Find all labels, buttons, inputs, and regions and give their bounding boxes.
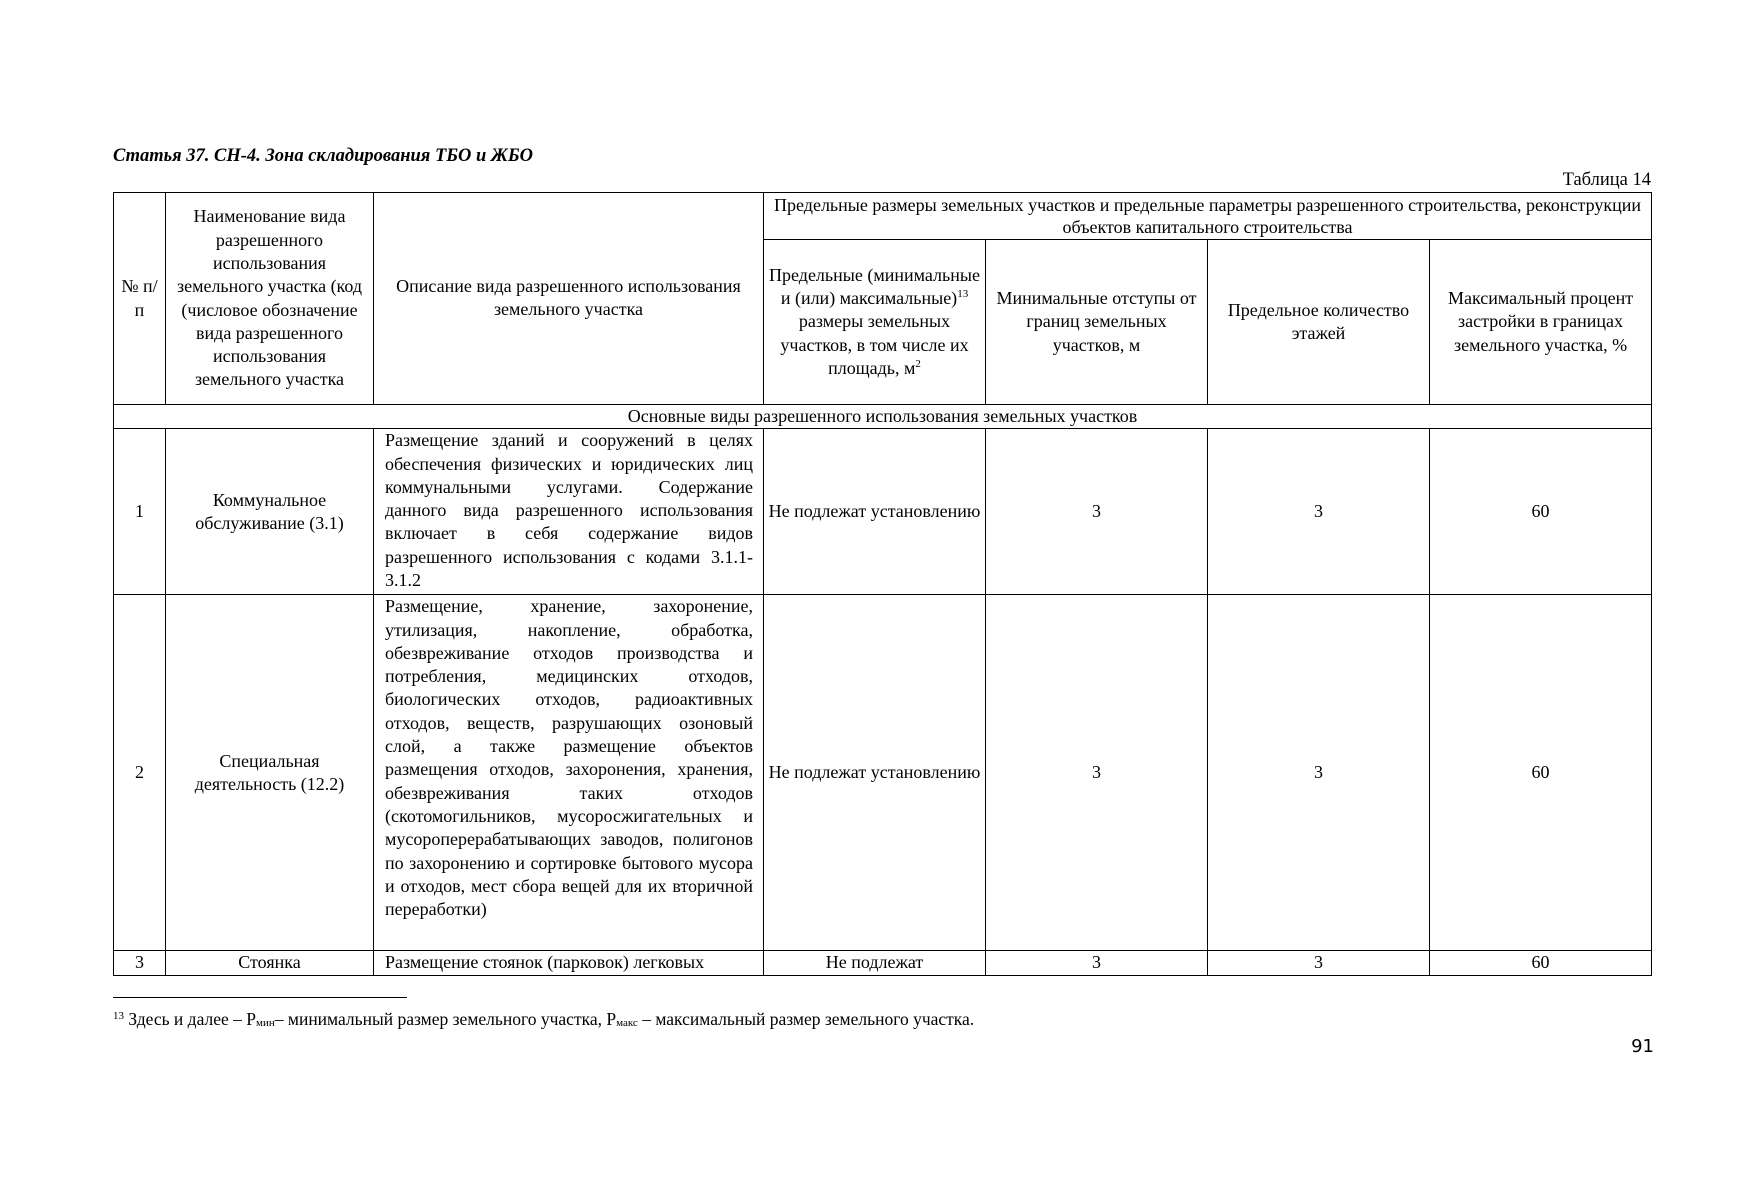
header-floors: Предельное количество этажей (1208, 240, 1430, 405)
footnote-text-3: – максимальный размер земельного участка. (637, 1009, 975, 1029)
row-description: Размещение стоянок (парковок) легковых (374, 951, 764, 975)
header-num: № п/п (114, 193, 166, 405)
footnote-sub-min: мин (256, 1017, 275, 1029)
row-name: Стоянка (166, 951, 374, 975)
footnote-ref: 13 (957, 288, 969, 301)
row-sizes: Не подлежат установлению (764, 595, 986, 951)
footnote-separator (113, 997, 407, 998)
table-row (114, 951, 1652, 975)
row-floors: 3 (1208, 595, 1430, 951)
footnote (113, 1009, 974, 1030)
row-coverage: 60 (1430, 429, 1652, 595)
table-row (114, 429, 1652, 595)
row-setbacks: 3 (986, 429, 1208, 595)
section-row (114, 405, 1652, 429)
row-description: Размещение зданий и сооружений в целях обеспечения физических и юридических лиц коммунальными услугами. Содержание данного вида разрешенного использования включает в себя содержание видов разрешенного использования с кодами 3.1.1-3.1.2 (374, 429, 764, 595)
header-sizes-text-2: размеры земельных участков, в том числе их площадь, м (780, 311, 969, 378)
header-limits-group: Предельные размеры земельных участков и предельные параметры разрешенного строительства, реконструкции объектов капитального строительства (764, 193, 1652, 240)
row-setbacks: 3 (986, 951, 1208, 975)
unit-superscript: 2 (915, 357, 921, 370)
header-sizes-text: Предельные (минимальные и (или) максимальные) (769, 264, 980, 309)
row-name: Специальная деятельность (12.2) (166, 595, 374, 951)
header-sizes (764, 240, 986, 405)
page-number: 91 (1631, 1036, 1654, 1057)
row-sizes: Не подлежат установлению (764, 429, 986, 595)
regulations-table (113, 192, 1652, 976)
row-name: Коммунальное обслуживание (3.1) (166, 429, 374, 595)
article-title: Статья 37. СН-4. Зона складирования ТБО и ЖБО (113, 146, 534, 166)
row-coverage: 60 (1430, 951, 1652, 975)
row-description: Размещение, хранение, захоронение, утилизация, накопление, обработка, обезвреживание отходов производства и потребления, медицинских отходов, биологических отходов, радиоактивных отходов, веществ, разрушающих озоновый слой, а также размещение объектов размещения отходов, захоронения, хранения, обезвреживания таких отходов (скотомогильников, мусоросжигательных и мусороперерабатывающих заводов, полигонов по захоронению и сортировке бытового мусора и отходов, мест сбора вещей для их вторичной переработки) (374, 595, 764, 951)
header-name: Наименование вида разрешенного использования земельного участка (код (числовое обозначение вида разрешенного использования земельного участка (166, 193, 374, 405)
header-description: Описание вида разрешенного использования земельного участка (374, 193, 764, 405)
row-num: 3 (114, 951, 166, 975)
row-num: 1 (114, 429, 166, 595)
header-setbacks: Минимальные отступы от границ земельных участков, м (986, 240, 1208, 405)
section-title: Основные виды разрешенного использования земельных участков (114, 405, 1652, 429)
row-sizes: Не подлежат (764, 951, 986, 975)
row-setbacks: 3 (986, 595, 1208, 951)
footnote-text-1: Здесь и далее – Р (128, 1009, 257, 1029)
table-header-row (114, 193, 1652, 240)
footnote-sub-max: макс (616, 1017, 638, 1029)
header-coverage: Максимальный процент застройки в границах земельного участка, % (1430, 240, 1652, 405)
row-num: 2 (114, 595, 166, 951)
table-number: Таблица 14 (1562, 170, 1651, 190)
row-coverage: 60 (1430, 595, 1652, 951)
footnote-text-2: – минимальный размер земельного участка, Р (274, 1009, 617, 1029)
row-floors: 3 (1208, 951, 1430, 975)
table-row (114, 595, 1652, 951)
row-floors: 3 (1208, 429, 1430, 595)
footnote-number: 13 (113, 1010, 124, 1022)
